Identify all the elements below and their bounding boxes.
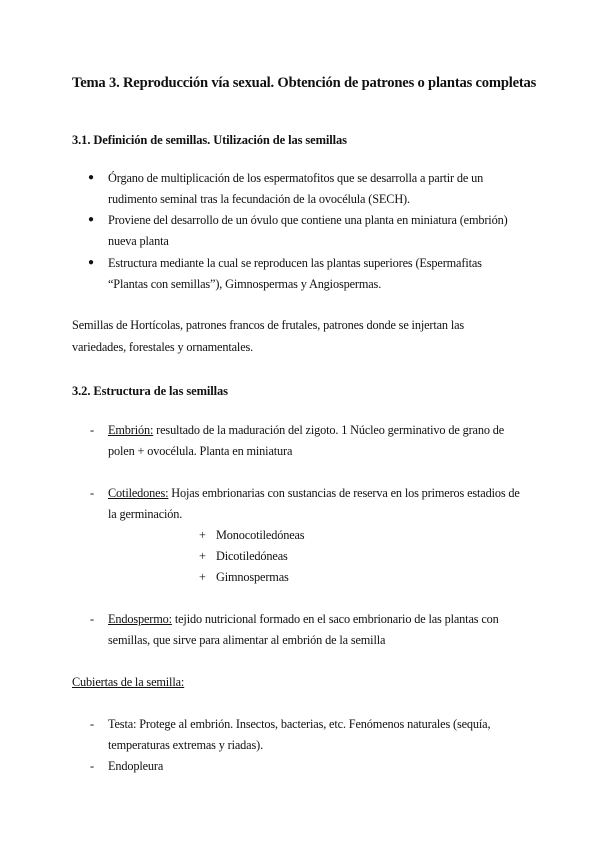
term-embrion: Embrión: (108, 423, 154, 437)
bullet-item-2-line2: nueva planta (108, 234, 169, 248)
cotiledon-type-3: Gimnospermas (216, 570, 289, 584)
dash-icon: - (90, 717, 95, 731)
item-embrion-line2: polen + ovocélula. Planta en miniatura (108, 444, 293, 458)
bullet-item-2-line1: Proviene del desarrollo de un óvulo que contiene una planta en miniatura (embrión) (108, 213, 508, 227)
dash-icon: - (90, 486, 95, 500)
bullet-item-3-line1: Estructura mediante la cual se reproducen las plantas superiores (Espermafitas (108, 256, 482, 270)
cubiertas-heading-text: Cubiertas de la semilla: (72, 675, 185, 689)
bullet-icon: ● (88, 172, 95, 183)
plus-icon: + (199, 549, 206, 563)
paragraph-line2: variedades, forestales y ornamentales. (72, 340, 254, 354)
cubierta-testa-line1: Testa: Protege al embrión. Insectos, bacterias, etc. Fenómenos naturales (sequía, (108, 717, 491, 731)
cubierta-testa-line2: temperaturas extremas y riadas). (108, 738, 263, 752)
cubiertas-heading (72, 672, 184, 692)
term-endospermo: Endospermo: (108, 612, 172, 626)
bullet-item-3-line2: “Plantas con semillas”), Gimnospermas y Angiospermas. (108, 277, 382, 291)
cotiledon-type-2: Dicotiledóneas (216, 549, 288, 563)
item-cotiledones-line2: la germinación. (108, 507, 183, 521)
plus-icon: + (199, 528, 206, 542)
section-heading-definicion: 3.1. Definición de semillas. Utilización de las semillas (72, 133, 347, 147)
plus-icon: + (199, 570, 206, 584)
bullet-item-1-line1: Órgano de multiplicación de los espermatofitos que se desarrolla a partir de un (108, 171, 484, 185)
item-endospermo-line2: semillas, que sirve para alimentar al embrión de la semilla (108, 633, 386, 647)
bullet-icon: ● (88, 257, 95, 268)
paragraph-line1: Semillas de Hortícolas, patrones francos de frutales, patrones donde se injertan las (72, 318, 465, 332)
item-cotiledones-line1 (108, 483, 520, 503)
bullet-item-1-line2: rudimento seminal tras la fecundación de la ovocélula (SECH). (108, 192, 410, 206)
section-heading-estructura: 3.2. Estructura de las semillas (72, 384, 228, 398)
cotiledones-definition: Hojas embrionarias con sustancias de reserva en los primeros estadios de (168, 486, 520, 500)
embrion-definition: resultado de la maduración del zigoto. 1 Núcleo germinativo de grano de (153, 423, 505, 437)
dash-icon: - (90, 423, 95, 437)
item-embrion-line1 (108, 420, 504, 440)
dash-icon: - (90, 612, 95, 626)
term-cotiledones: Cotiledones: (108, 486, 169, 500)
item-endospermo-line1 (108, 609, 499, 629)
cubierta-endopleura: Endopleura (108, 759, 164, 773)
cotiledon-type-1: Monocotiledóneas (216, 528, 305, 542)
bullet-icon: ● (88, 214, 95, 225)
endospermo-definition: tejido nutricional formado en el saco embrionario de las plantas con (171, 612, 499, 626)
dash-icon: - (90, 759, 95, 773)
page-title: Tema 3. Reproducción vía sexual. Obtención de patrones o plantas completas (72, 75, 537, 91)
